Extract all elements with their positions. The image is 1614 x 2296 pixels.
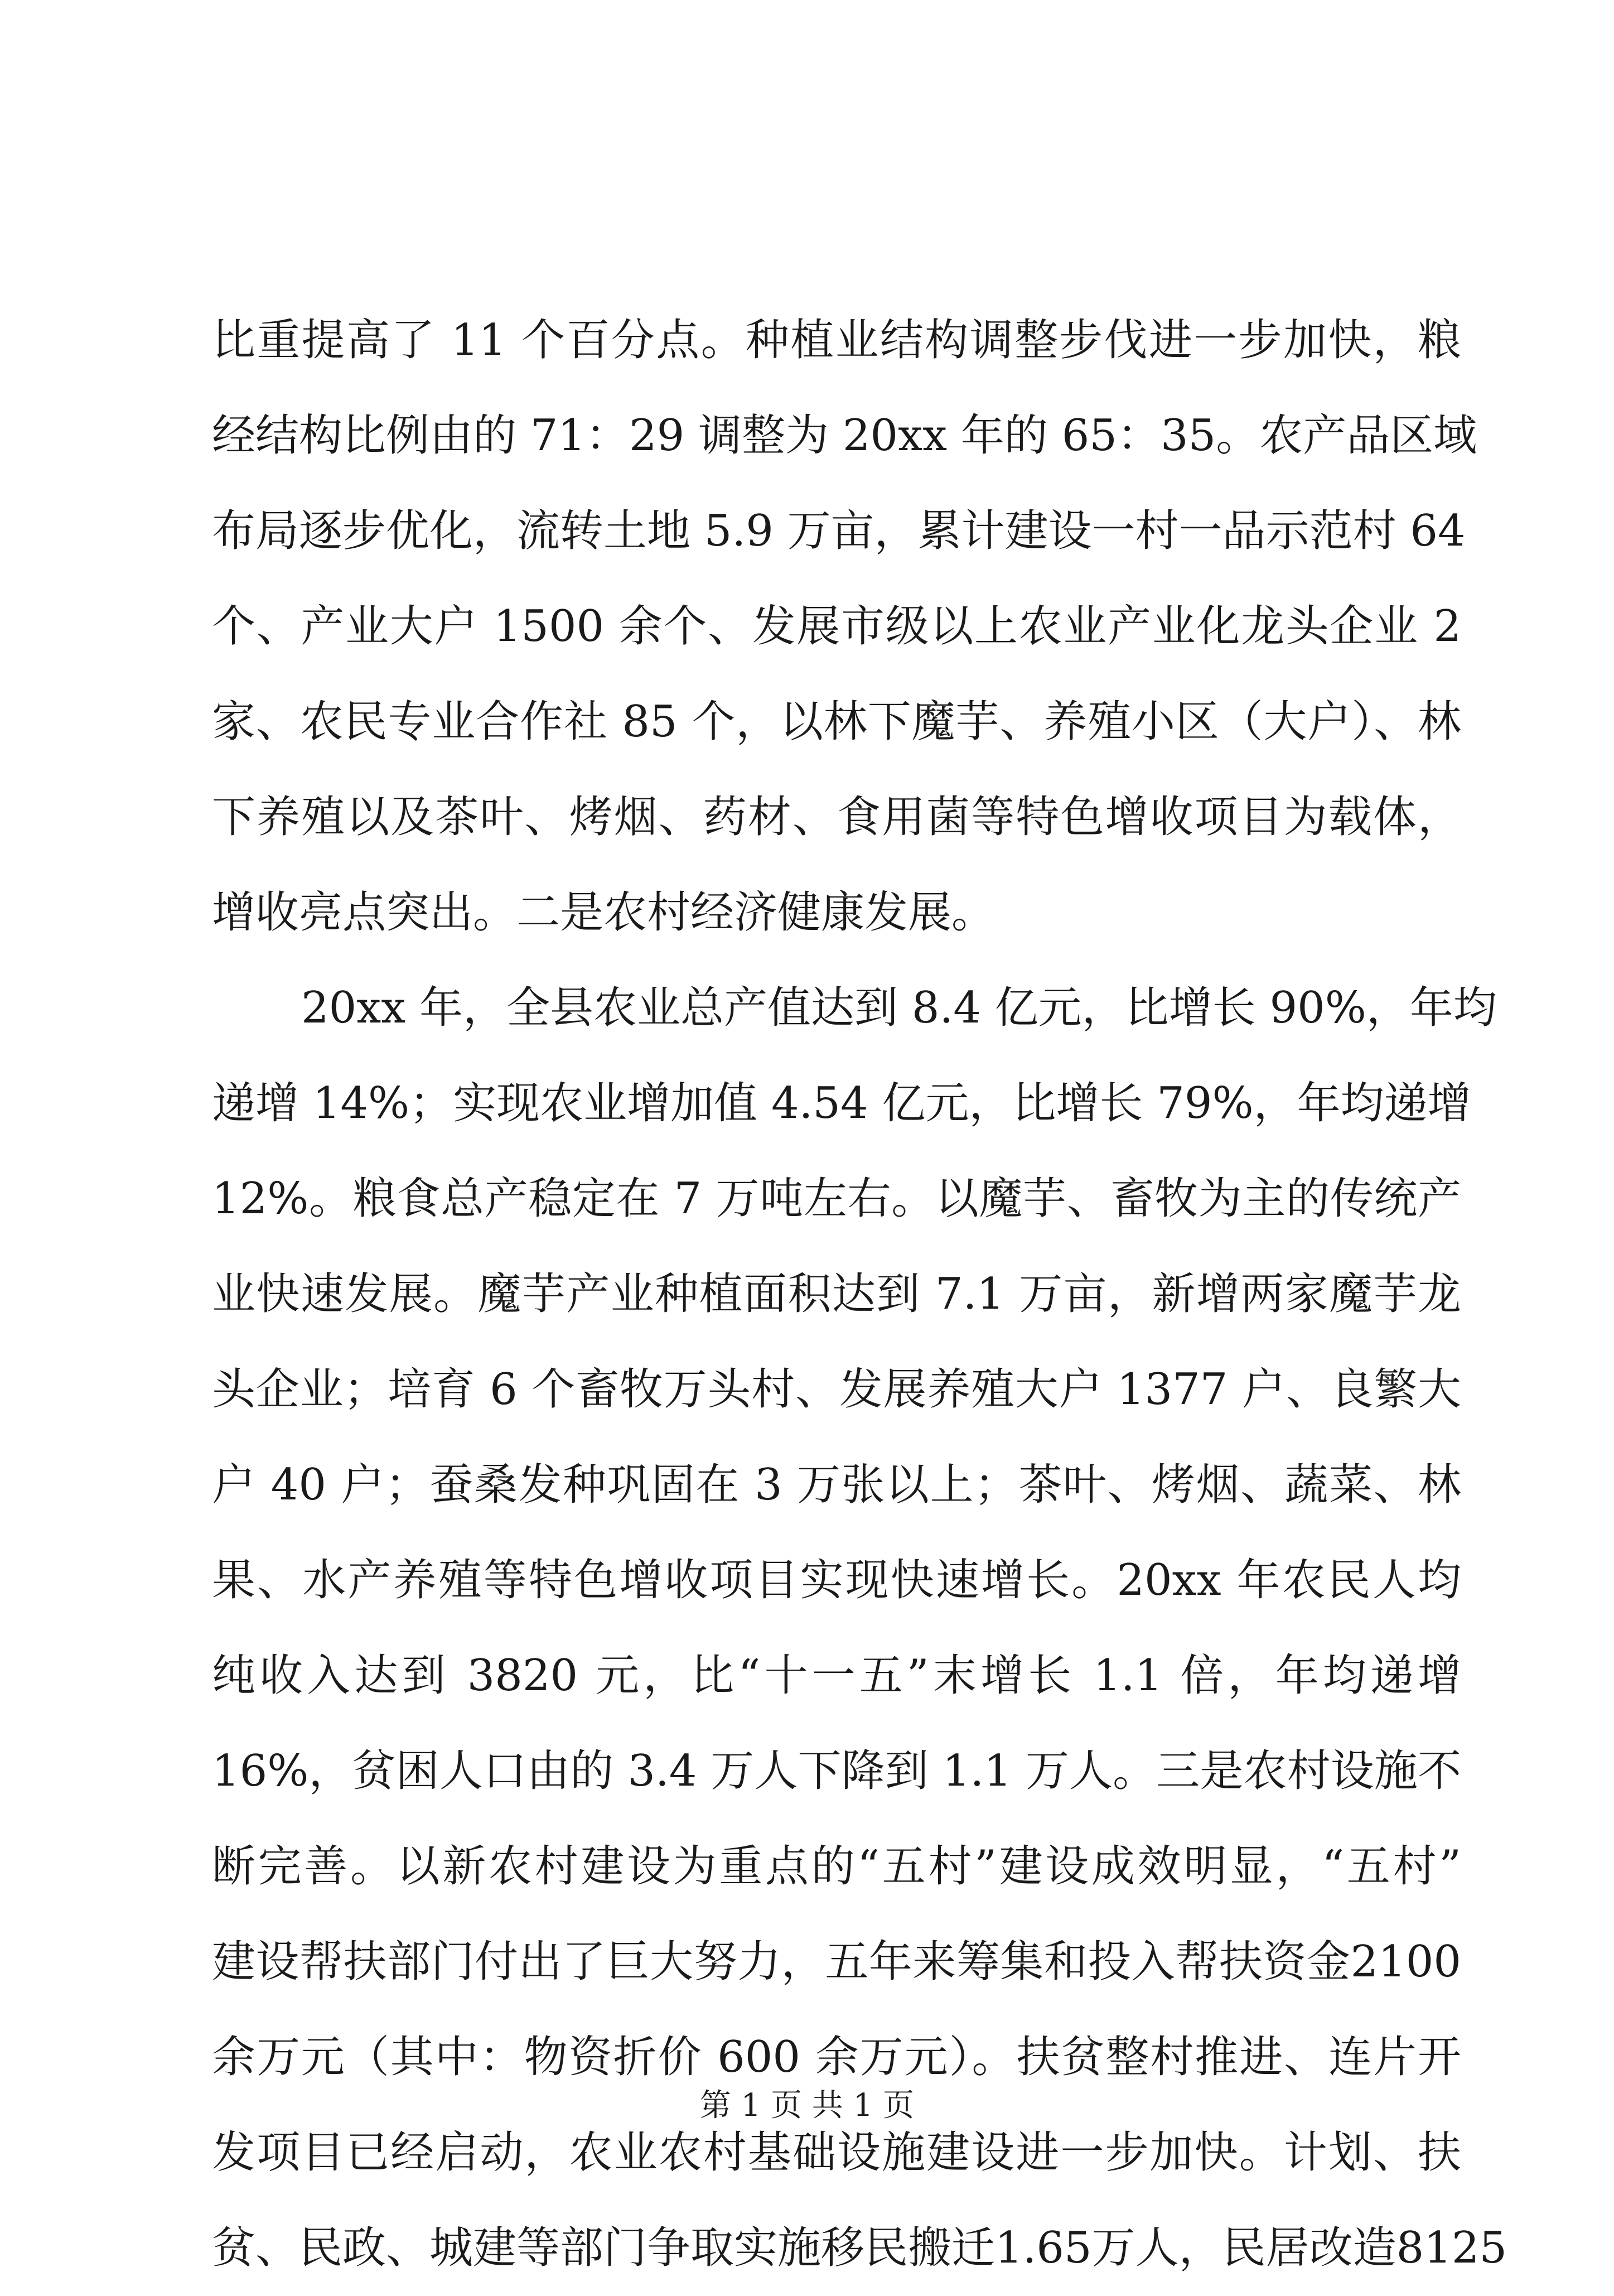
text-line-8: 20xx 年，全县农业总产值达到 8.4 亿元，比增长 90%，年均	[301, 983, 1497, 1033]
text-line-9: 递增 14%；实现农业增加值 4.54 亿元，比增长 79%，年均递增	[212, 1078, 1471, 1128]
body-text	[212, 293, 1507, 2296]
text-line-16: 16%，贫困人口由的 3.4 万人下降到 1.1 万人。三是农村设施不	[212, 1746, 1461, 1796]
text-line-21: 贫、民政、城建等部门争取实施移民搬迁1.65万人，民居改造8125	[212, 2223, 1507, 2273]
text-line-10: 12%。粮食总产稳定在 7 万吨左右。以魔芋、畜牧为主的传统产	[212, 1174, 1461, 1224]
text-line-1: 比重提高了 11 个百分点。种植业结构调整步伐进一步加快，粮	[212, 315, 1461, 365]
text-line-6: 下养殖以及茶叶、烤烟、药材、食用菌等特色增收项目为载体，	[212, 792, 1461, 842]
text-line-13: 户 40 户；蚕桑发种巩固在 3 万张以上；茶叶、烤烟、蔬菜、林	[212, 1460, 1461, 1510]
page-footer	[0, 2083, 1614, 2128]
text-line-19: 余万元（其中：物资折价 600 余万元）。扶贫整村推进、连片开	[212, 2032, 1461, 2082]
text-line-5: 家、农民专业合作社 85 个，以林下魔芋、养殖小区（大户）、林	[212, 697, 1461, 747]
text-line-4: 个、产业大户 1500 余个、发展市级以上农业产业化龙头企业 2	[212, 601, 1461, 652]
text-line-11: 业快速发展。魔芋产业种植面积达到 7.1 万亩，新增两家魔芋龙	[212, 1269, 1461, 1319]
text-line-14: 果、水产养殖等特色增收项目实现快速增长。20xx 年农民人均	[212, 1555, 1461, 1605]
text-line-17: 断完善。以新农村建设为重点的“五村”建设成效明显，“五村”	[212, 1841, 1461, 1892]
text-line-18: 建设帮扶部门付出了巨大努力，五年来筹集和投入帮扶资金2100	[212, 1937, 1461, 1987]
text-line-20: 发项目已经启动，农业农村基础设施建设进一步加快。计划、扶	[212, 2128, 1461, 2178]
text-line-3: 布局逐步优化，流转土地 5.9 万亩，累计建设一村一品示范村 64	[212, 506, 1466, 556]
text-line-7: 增收亮点突出。二是农村经济健康发展。	[212, 887, 996, 938]
page-number-label: 第 1 页 共 1 页	[699, 2087, 915, 2124]
text-line-15: 纯收入达到 3820 元，比“十一五”末增长 1.1 倍，年均递增	[212, 1651, 1461, 1701]
text-line-2: 经结构比例由的 71：29 调整为 20xx 年的 65：35。农产品区域	[212, 411, 1477, 461]
text-line-12: 头企业；培育 6 个畜牧万头村、发展养殖大户 1377 户、良繁大	[212, 1364, 1461, 1415]
